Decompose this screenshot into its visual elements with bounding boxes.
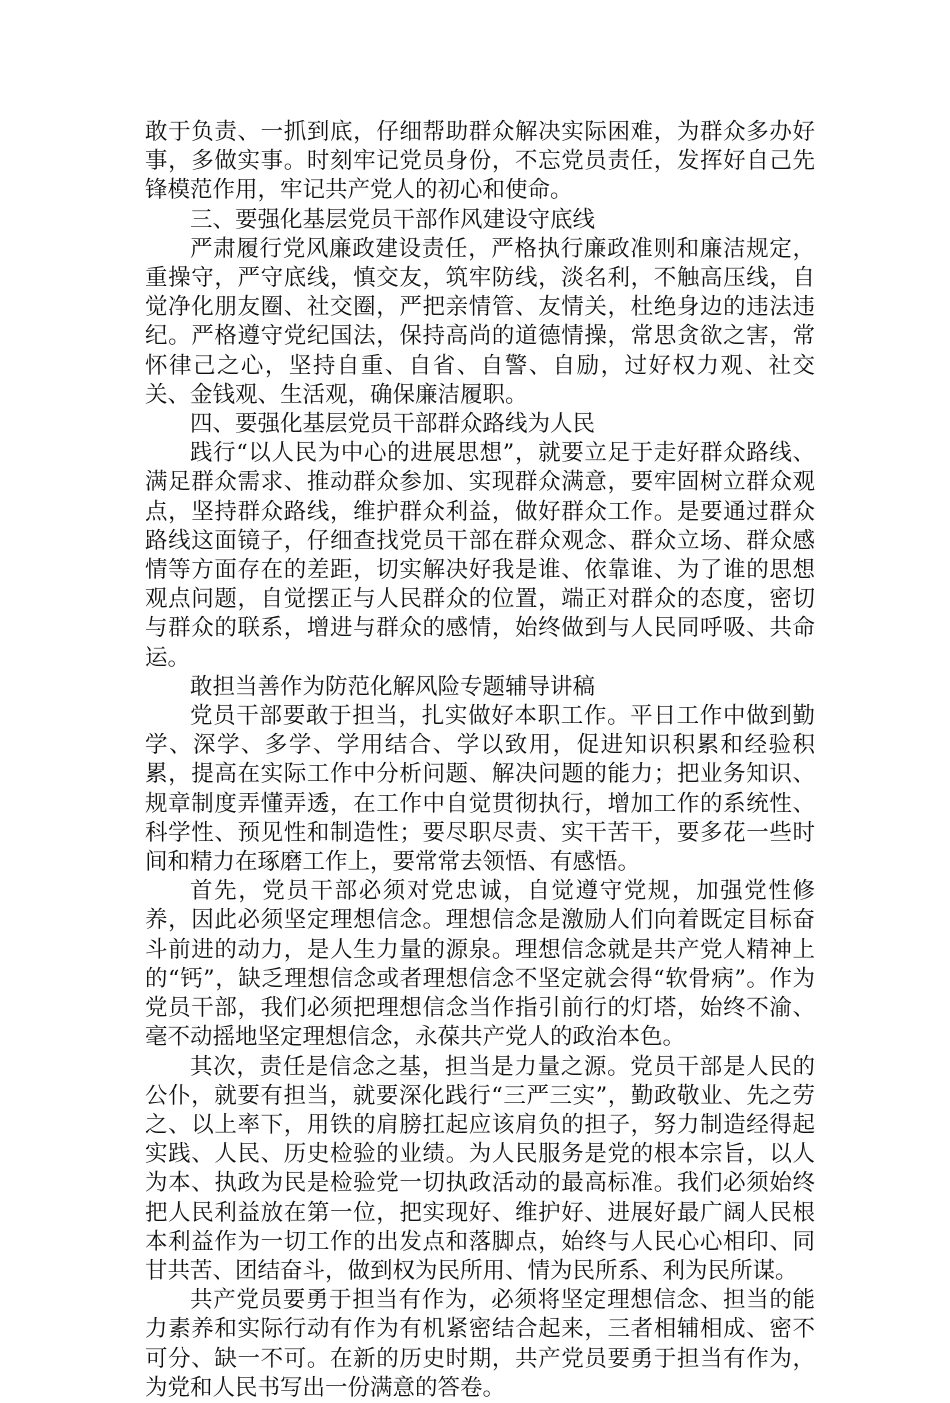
paragraph-mass-line: 践行“以人民为中心的进展思想”，就要立足于走好群众路线、满足群众需求、推动群众参加、实现群众满意，要牢固树立群众观点，坚持群众路线，维护群众利益，做好群众工作。是要通过群众路线这面镜子，仔细查找党员干部在群众观念、群众立场、群众感情等方面存在的差距，切实解决好我是谁、依靠谁、为了谁的思想观点问题，自觉摆正与人民群众的位置，端正对群众的态度，密切与群众的联系，增进与群众的感情，始终做到与人民同呼吸、共命运。 xyxy=(145,440,815,671)
paragraph-integrity: 严肃履行党风廉政建设责任，严格执行廉政准则和廉洁规定，重操守，严守底线，慎交友，筑牢防线，淡名利，不触高压线，自觉净化朋友圈、社交圈，严把亲情管、友情关，杜绝身边的违法违纪。严格遵守党纪国法，保持高尚的道德情操，常思贪欲之害，常怀律己之心，坚持自重、自省、自警、自励，过好权力观、社交关、金钱观、生活观，确保廉洁履职。 xyxy=(145,235,815,408)
lecture-title-heading: 敢担当善作为防范化解风险专题辅导讲稿 xyxy=(190,673,596,700)
paragraph-conclusion: 共产党员要勇于担当有作为，必须将坚定理想信念、担当的能力素养和实际行动有作为有机紧密结合起来，三者相辅相成、密不可分、缺一不可。在新的历史时期，共产党员要勇于担当有作为，为党和人民书写出一份满意的答卷。 xyxy=(145,1287,815,1401)
section-heading-3: 三、要强化基层党员干部作风建设守底线 xyxy=(190,206,596,233)
paragraph-continued: 敢于负责、一抓到底，仔细帮助群众解决实际困难，为群众多办好事，多做实事。时刻牢记党员身份，不忘党员责任，发挥好自己先锋模范作用，牢记共产党人的初心和使命。 xyxy=(145,119,815,204)
paragraph-responsibility: 党员干部要敢于担当，扎实做好本职工作。平日工作中做到勤学、深学、多学、学用结合、学以致用，促进知识积累和经验积累，提高在实际工作中分析问题、解决问题的能力；把业务知识、规章制度弄懂弄透，在工作中自觉贯彻执行，增加工作的系统性、科学性、预见性和制造性；要尽职尽责、实干苦干，要多花一些时间和精力在琢磨工作上，要常常去领悟、有感悟。 xyxy=(145,703,815,876)
section-heading-4: 四、要强化基层党员干部群众路线为人民 xyxy=(190,411,596,438)
paragraph-first: 首先，党员干部必须对党忠诚，自觉遵守党规，加强党性修养，因此必须坚定理想信念。理想信念是激励人们向着既定目标奋斗前进的动力，是人生力量的源泉。理想信念就是共产党人精神上的“钙”，缺乏理想信念或者理想信念不坚定就会得“软骨病”。作为党员干部，我们必须把理想信念当作指引前行的灯塔，始终不渝、毫不动摇地坚定理想信念，永葆共产党人的政治本色。 xyxy=(145,878,815,1051)
paragraph-second: 其次，责任是信念之基，担当是力量之源。党员干部是人民的公仆，就要有担当，就要深化践行“三严三实”，勤政敬业、先之劳之、以上率下，用铁的肩膀扛起应该肩负的担子，努力制造经得起实践、人民、历史检验的业绩。为人民服务是党的根本宗旨，以人为本、执政为民是检验党一切执政活动的最高标准。我们必须始终把人民利益放在第一位，把实现好、维护好、进展好最广阔人民根本利益作为一切工作的出发点和落脚点，始终与人民心心相印、同甘共苦、团结奋斗，做到权为民所用、情为民所系、利为民所谋。 xyxy=(145,1053,815,1284)
document-body xyxy=(145,118,815,1403)
